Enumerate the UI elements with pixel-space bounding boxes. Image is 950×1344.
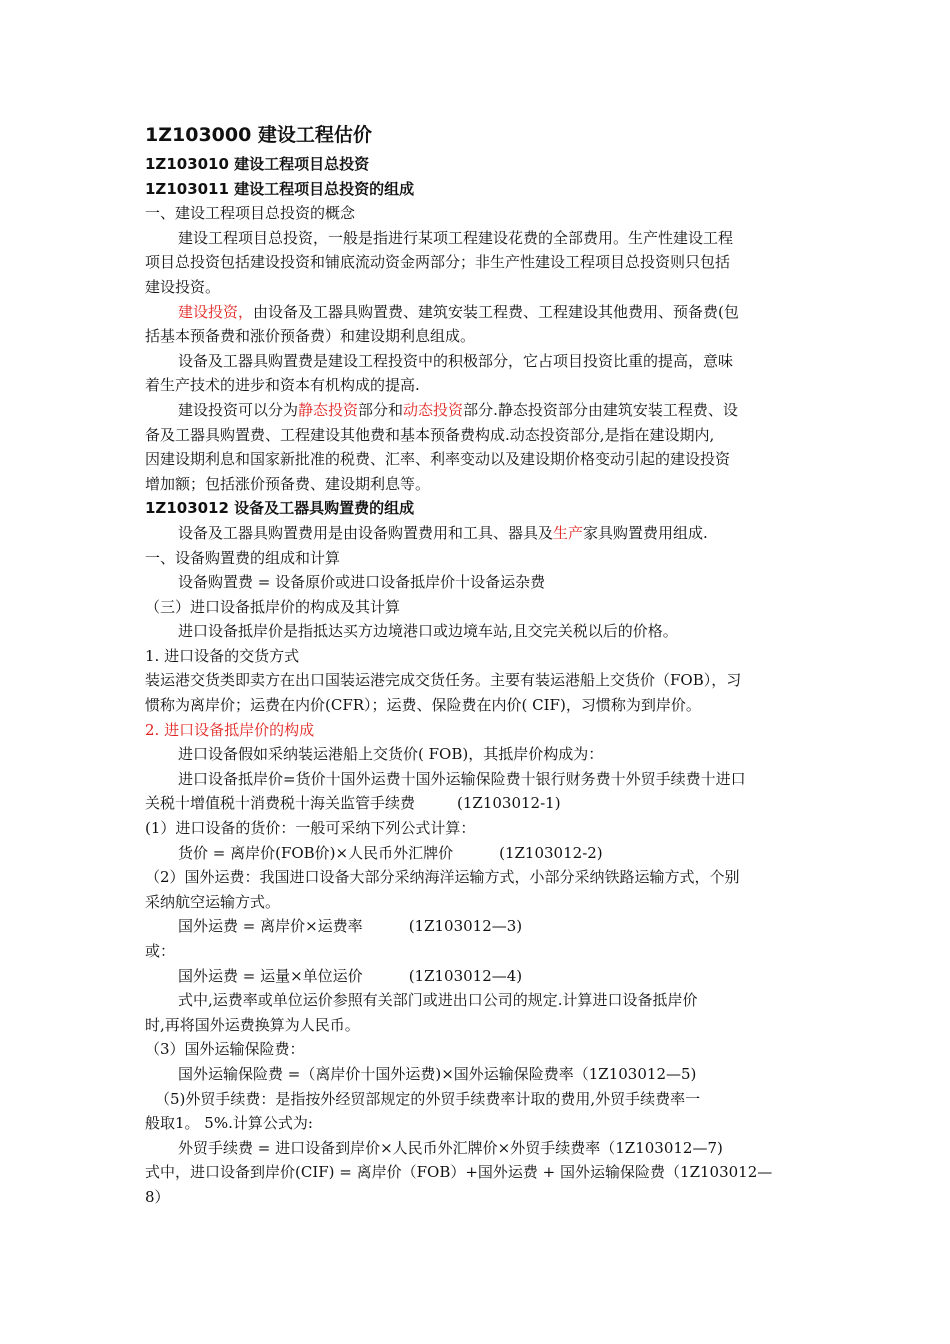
formula: 进口设备抵岸价=货价十国外运费十国外运输保险费十银行财务费十外贸手续费十进口 [178,769,746,788]
paragraph-line: 建设投资可以分为静态投资部分和动态投资部分.静态投资部分由建筑安装工程费、设 [178,400,738,419]
paragraph-line: 装运港交货类即卖方在出口国装运港完成交货任务。主要有装运港船上交货价（FOB），习 [145,671,742,690]
subheading-composition: 2. 进口设备抵岸价的构成 [145,720,315,739]
paragraph-line: 式中，进口设备到岸价(CIF) = 离岸价（FOB）+国外运费 + 国外运输保险费（1Z103012— [145,1163,773,1182]
paragraph-line: 括基本预备费和涨价预备费）和建设期利息组成。 [145,327,476,346]
paragraph-line: 建设工程项目总投资，一般是指进行某项工程建设花费的全部费用。生产性建设工程 [178,228,734,247]
highlight-text: 动态投资 [403,400,464,419]
subheading-insurance: （3）国外运输保险费： [145,1040,305,1059]
subheading-concept: 一、建设工程项目总投资的概念 [145,204,356,223]
document-page [145,120,810,1210]
section-heading-1z103011: 1Z103011 建设工程项目总投资的组成 [145,179,415,198]
highlight-text: 生产 [553,523,584,542]
paragraph-line: 惯称为离岸价；运费在内价(CFR）；运费、保险费在内价( CIF)，习惯称为到岸价。 [145,696,701,715]
formula: 国外运费 = 离岸价×运费率 (1Z103012—3) [178,917,523,936]
highlight-text: 建设投资， [178,302,254,321]
paragraph-line: 8） [145,1187,170,1206]
paragraph-line: （2）国外运费：我国进口设备大部分采纳海洋运输方式，小部分采纳铁路运输方式，个别 [145,868,740,887]
subheading-delivery: 1. 进口设备的交货方式 [145,646,300,665]
paragraph-line: 备及工器具购置费、工程建设其他费和基本预备费构成.动态投资部分,是指在建设期内, [145,425,715,444]
formula: 货价 = 离岸价(FOB价)×人民币外汇牌价 (1Z103012-2) [178,843,603,862]
paragraph-line: 般取1。 5%.计算公式为: [145,1114,313,1133]
paragraph-line: 建设投资，由设备及工器具购置费、建筑安装工程费、工程建设其他费用、预备费(包 [178,302,739,321]
subheading-landed-price: （三）进口设备抵岸价的构成及其计算 [145,597,401,616]
formula: 外贸手续费 = 进口设备到岸价×人民币外汇牌价×外贸手续费率（1Z103012—7) [178,1138,723,1157]
paragraph-line: 增加额；包括涨价预备费、建设期利息等。 [145,474,431,493]
paragraph-line: 因建设期利息和国家新批准的税费、汇率、利率变动以及建设期价格变动引起的建设投资 [145,450,731,469]
formula: 国外运输保险费 =（离岸价十国外运费)×国外运输保险费率（1Z103012—5) [178,1064,697,1083]
highlight-text: 静态投资 [298,400,359,419]
paragraph-line: 进口设备假如采纳装运港船上交货价( FOB)，其抵岸价构成为： [178,745,604,764]
paragraph-line: 或： [145,942,176,960]
formula-ref: (1Z103012—3) [408,917,523,936]
paragraph-line: 着生产技术的进步和资本有机构成的提高. [145,376,420,395]
formula-ref: (1Z103012—4) [408,966,523,985]
page-title: 1Z103000 建设工程估价 [145,124,372,146]
paragraph-line: 时,再将国外运费换算为人民币。 [145,1015,360,1034]
formula: 国外运费 = 运量×单位运价 (1Z103012—4) [178,966,523,985]
subheading-equipment-cost: 一、设备购置费的组成和计算 [145,548,341,567]
section-heading-1z103010: 1Z103010 建设工程项目总投资 [145,155,370,173]
paragraph-line: 设备及工器具购置费是建设工程投资中的积极部分，它占项目投资比重的提高，意味 [178,351,734,370]
paragraph-line: 设备及工器具购置费用是由设备购置费用和工具、器具及生产家具购置费用组成. [178,523,708,542]
paragraph-line: 采纳航空运输方式。 [145,892,281,911]
formula-ref: (1Z103012-2) [499,843,603,862]
paragraph-line: 项目总投资包括建设投资和铺底流动资金两部分；非生产性建设工程项目总投资则只包括 [145,253,731,272]
section-heading-1z103012: 1Z103012 设备及工器具购置费的组成 [145,499,415,518]
paragraph-line: 进口设备抵岸价是指抵达买方边境港口或边境车站,且交完关税以后的价格。 [178,622,678,641]
subheading-goods-price: (1）进口设备的货价：一般可采纳下列公式计算： [145,819,476,838]
paragraph-line: 式中,运费率或单位运价参照有关部门或进出口公司的规定.计算进口设备抵岸价 [178,991,698,1010]
paragraph-line: （5)外贸手续费：是指按外经贸部规定的外贸手续费率计取的费用,外贸手续费率一 [155,1089,701,1108]
formula-ref: (1Z103012-1) [457,794,561,813]
formula: 设备购置费 = 设备原价或进口设备抵岸价十设备运杂费 [178,573,546,592]
paragraph-line: 建设投资。 [145,277,221,296]
formula: 关税十增值税十消费税十海关监管手续费 (1Z103012-1) [145,794,561,813]
